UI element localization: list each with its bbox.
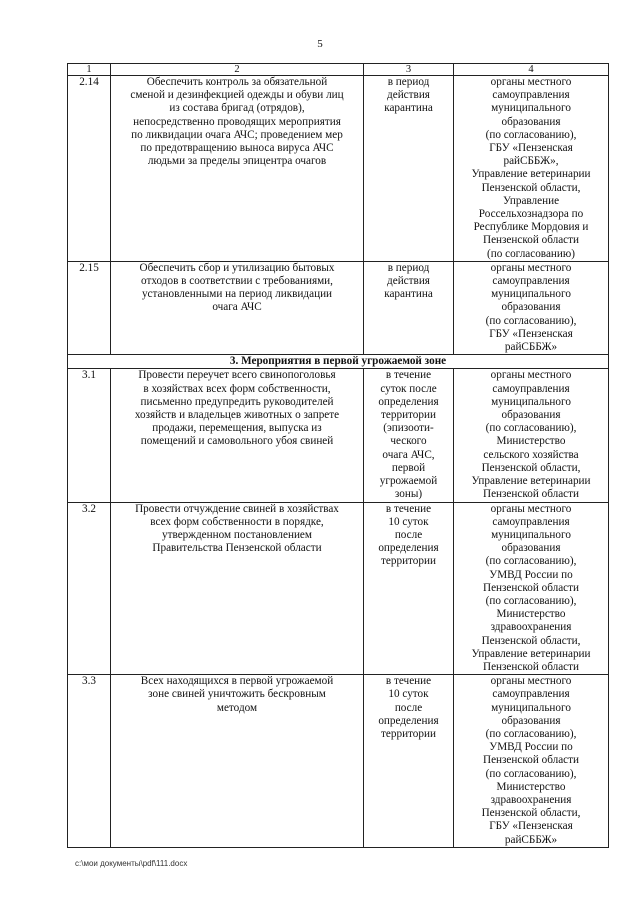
item-number: 2.15	[68, 261, 111, 354]
responsible-parties-line: самоуправления	[492, 382, 570, 395]
measure-description-line: по предотвращению выноса вируса АЧС	[140, 142, 334, 155]
responsible-parties-line: райСББЖ»	[504, 833, 558, 846]
page-number: 5	[317, 38, 323, 50]
measure-description-line: людьми за пределы эпицентра очагов	[147, 155, 327, 168]
column-number: 3	[364, 64, 454, 76]
measure-description-line: в хозяйствах всех форм собственности,	[143, 382, 331, 395]
responsible-parties-line: Пензенской области,	[481, 807, 581, 820]
deadline-line: территории	[381, 555, 436, 568]
responsible-parties-line: муниципального	[491, 102, 571, 115]
section-title: 3. Мероприятия в первой угрожаемой зоне	[68, 355, 609, 369]
measure-description	[111, 502, 364, 675]
measure-description-line: Провести отчуждение свиней в хозяйствах	[135, 502, 339, 515]
deadline-line: ческого	[390, 435, 427, 448]
measure-description-line: методом	[216, 701, 258, 714]
responsible-parties-line: Пензенской области	[482, 234, 579, 247]
measure-description-line: письменно предупредить руководителей	[140, 395, 334, 408]
measure-description-line: помещений и самовольного убоя свиней	[140, 435, 334, 448]
responsible-parties-line: (по согласованию),	[485, 314, 577, 327]
responsible-parties-line: самоуправления	[492, 515, 570, 528]
measure-description-line: Правительства Пензенской области	[152, 542, 322, 555]
item-number: 2.14	[68, 76, 111, 262]
deadline-line: первой	[391, 461, 426, 474]
responsible-parties-line: здравоохранения	[490, 793, 572, 806]
responsible-parties-line: Пензенской области	[482, 660, 579, 673]
item-number: 3.2	[68, 502, 111, 675]
measure-description	[111, 675, 364, 848]
deadline	[364, 675, 454, 848]
responsible-parties-line: (по согласованию),	[485, 767, 577, 780]
column-number: 4	[454, 64, 609, 76]
deadline-line: территории	[381, 727, 436, 740]
responsible-parties-line: Пензенской области,	[481, 634, 581, 647]
item-number: 3.3	[68, 675, 111, 848]
deadline-line: угрожаемой	[379, 475, 438, 488]
section-heading-row	[68, 355, 609, 369]
responsible-parties-line: муниципального	[491, 395, 571, 408]
responsible-parties-line: органы местного	[490, 261, 572, 274]
responsible-parties-line: (по согласованию),	[485, 727, 577, 740]
responsible-parties-line: (по согласованию),	[485, 555, 577, 568]
responsible-parties-line: Министерство	[496, 780, 566, 793]
responsible-parties-line: Россельхознадзора по	[478, 208, 584, 221]
item-number: 3.1	[68, 369, 111, 502]
deadline-line: в период	[387, 76, 430, 88]
deadline-line: определения	[378, 395, 439, 408]
responsible-parties-line: Управление ветеринарии	[471, 475, 591, 488]
measure-description-line: сменой и дезинфекцией одежды и обуви лиц	[130, 89, 344, 102]
responsible-parties-line: образования	[501, 714, 561, 727]
responsible-parties-line: органы местного	[490, 76, 572, 88]
table-body-part-2	[68, 369, 609, 847]
deadline-line: в период	[387, 261, 430, 274]
responsible-parties	[454, 76, 609, 262]
measure-description	[111, 261, 364, 354]
responsible-parties-line: Управление	[502, 194, 560, 207]
table-row	[68, 502, 609, 675]
deadline	[364, 502, 454, 675]
responsible-parties-line: образования	[501, 542, 561, 555]
deadline-line: 10 суток	[388, 515, 429, 528]
measure-description-line: всех форм собственности в порядке,	[150, 515, 324, 528]
deadline-line: в течение	[385, 369, 432, 382]
table-row	[68, 76, 609, 262]
table-body-part-1	[68, 64, 609, 355]
deadline-line: карантина	[384, 102, 433, 115]
responsible-parties-line: (по согласованию),	[485, 594, 577, 607]
responsible-parties-line: УМВД России по	[489, 568, 573, 581]
measure-description-line: установленными на период ликвидации	[141, 288, 333, 301]
deadline-line: территории	[381, 409, 436, 422]
measures-table	[67, 63, 609, 848]
responsible-parties-line: Управление ветеринарии	[471, 168, 591, 181]
responsible-parties-line: Министерство	[496, 608, 566, 621]
deadline-line: карантина	[384, 288, 433, 301]
deadline	[364, 76, 454, 262]
deadline-line: зоны)	[394, 488, 423, 501]
table-row	[68, 261, 609, 354]
measure-description-line: непосредственно проводящих мероприятия	[133, 115, 341, 128]
responsible-parties-line: органы местного	[490, 369, 572, 382]
responsible-parties-line: здравоохранения	[490, 621, 572, 634]
file-path-footer: c:\мои документы\pdf\111.docx	[75, 859, 188, 868]
deadline-line: очага АЧС,	[382, 448, 435, 461]
measure-description	[111, 76, 364, 262]
responsible-parties-line: Министерство	[496, 435, 566, 448]
deadline-line: в течение	[385, 675, 432, 688]
responsible-parties-line: ГБУ «Пензенская	[489, 820, 573, 833]
responsible-parties-line: (по согласованию)	[487, 247, 575, 260]
responsible-parties	[454, 261, 609, 354]
measure-description-line: по ликвидации очага АЧС; проведением мер	[131, 128, 343, 141]
measure-description-line: Всех находящихся в первой угрожаемой	[140, 675, 334, 688]
measure-description-line: очага АЧС	[212, 301, 262, 314]
table-section	[68, 355, 609, 369]
deadline-line: после	[394, 528, 423, 541]
measure-description-line: отходов в соответствии с требованиями,	[141, 275, 333, 288]
measure-description-line: Обеспечить сбор и утилизацию бытовых	[139, 261, 335, 274]
responsible-parties-line: образования	[501, 115, 561, 128]
responsible-parties	[454, 502, 609, 675]
responsible-parties-line: Пензенской области	[482, 488, 579, 501]
responsible-parties-line: Управление ветеринарии	[471, 647, 591, 660]
table-row	[68, 675, 609, 848]
measure-description-line: Провести переучет всего свинопоголовья	[138, 369, 336, 382]
responsible-parties-line: УМВД России по	[489, 741, 573, 754]
responsible-parties-line: самоуправления	[492, 688, 570, 701]
responsible-parties-line: муниципального	[491, 701, 571, 714]
responsible-parties-line: Пензенской области,	[481, 181, 581, 194]
measure-description	[111, 369, 364, 502]
responsible-parties-line: райСББЖ»,	[503, 155, 559, 168]
column-number: 1	[68, 64, 111, 76]
table-row	[68, 369, 609, 502]
column-number: 2	[111, 64, 364, 76]
responsible-parties-line: образования	[501, 409, 561, 422]
measure-description-line: продажи, перемещения, выпуска из	[152, 422, 322, 435]
deadline-line: определения	[378, 542, 439, 555]
measure-description-line: утвержденном постановлением	[162, 528, 312, 541]
responsible-parties-line: Республике Мордовия и	[473, 221, 589, 234]
responsible-parties-line: райСББЖ»	[504, 341, 558, 354]
deadline	[364, 261, 454, 354]
deadline-line: суток после	[380, 382, 437, 395]
responsible-parties-line: ГБУ «Пензенская	[489, 142, 573, 155]
measure-description-line: зоне свиней уничтожить бескровным	[148, 688, 326, 701]
measure-description-line: хозяйств и владельцев животных о запрете	[134, 409, 340, 422]
deadline-line: после	[394, 701, 423, 714]
responsible-parties-line: (по согласованию),	[485, 128, 577, 141]
measure-description-line: Обеспечить контроль за обязательной	[146, 76, 328, 88]
deadline-line: в течение	[385, 502, 432, 515]
deadline-line: действия	[387, 89, 430, 102]
deadline-line: (эпизооти-	[383, 422, 434, 435]
responsible-parties-line: ГБУ «Пензенская	[489, 327, 573, 340]
responsible-parties-line: образования	[501, 301, 561, 314]
responsible-parties-line: муниципального	[491, 288, 571, 301]
responsible-parties-line: муниципального	[491, 528, 571, 541]
deadline-line: определения	[378, 714, 439, 727]
responsible-parties-line: Пензенской области,	[481, 461, 581, 474]
responsible-parties-line: самоуправления	[492, 89, 570, 102]
responsible-parties	[454, 369, 609, 502]
responsible-parties-line: органы местного	[490, 675, 572, 688]
measure-description-line: из состава бригад (отрядов),	[169, 102, 305, 115]
responsible-parties-line: самоуправления	[492, 275, 570, 288]
responsible-parties	[454, 675, 609, 848]
responsible-parties-line: Пензенской области	[482, 581, 579, 594]
deadline	[364, 369, 454, 502]
responsible-parties-line: Пензенской области	[482, 754, 579, 767]
deadline-line: действия	[387, 275, 430, 288]
responsible-parties-line: органы местного	[490, 502, 572, 515]
responsible-parties-line: сельского хозяйства	[483, 448, 579, 461]
responsible-parties-line: (по согласованию),	[485, 422, 577, 435]
column-number-row	[68, 64, 609, 76]
deadline-line: 10 суток	[388, 688, 429, 701]
